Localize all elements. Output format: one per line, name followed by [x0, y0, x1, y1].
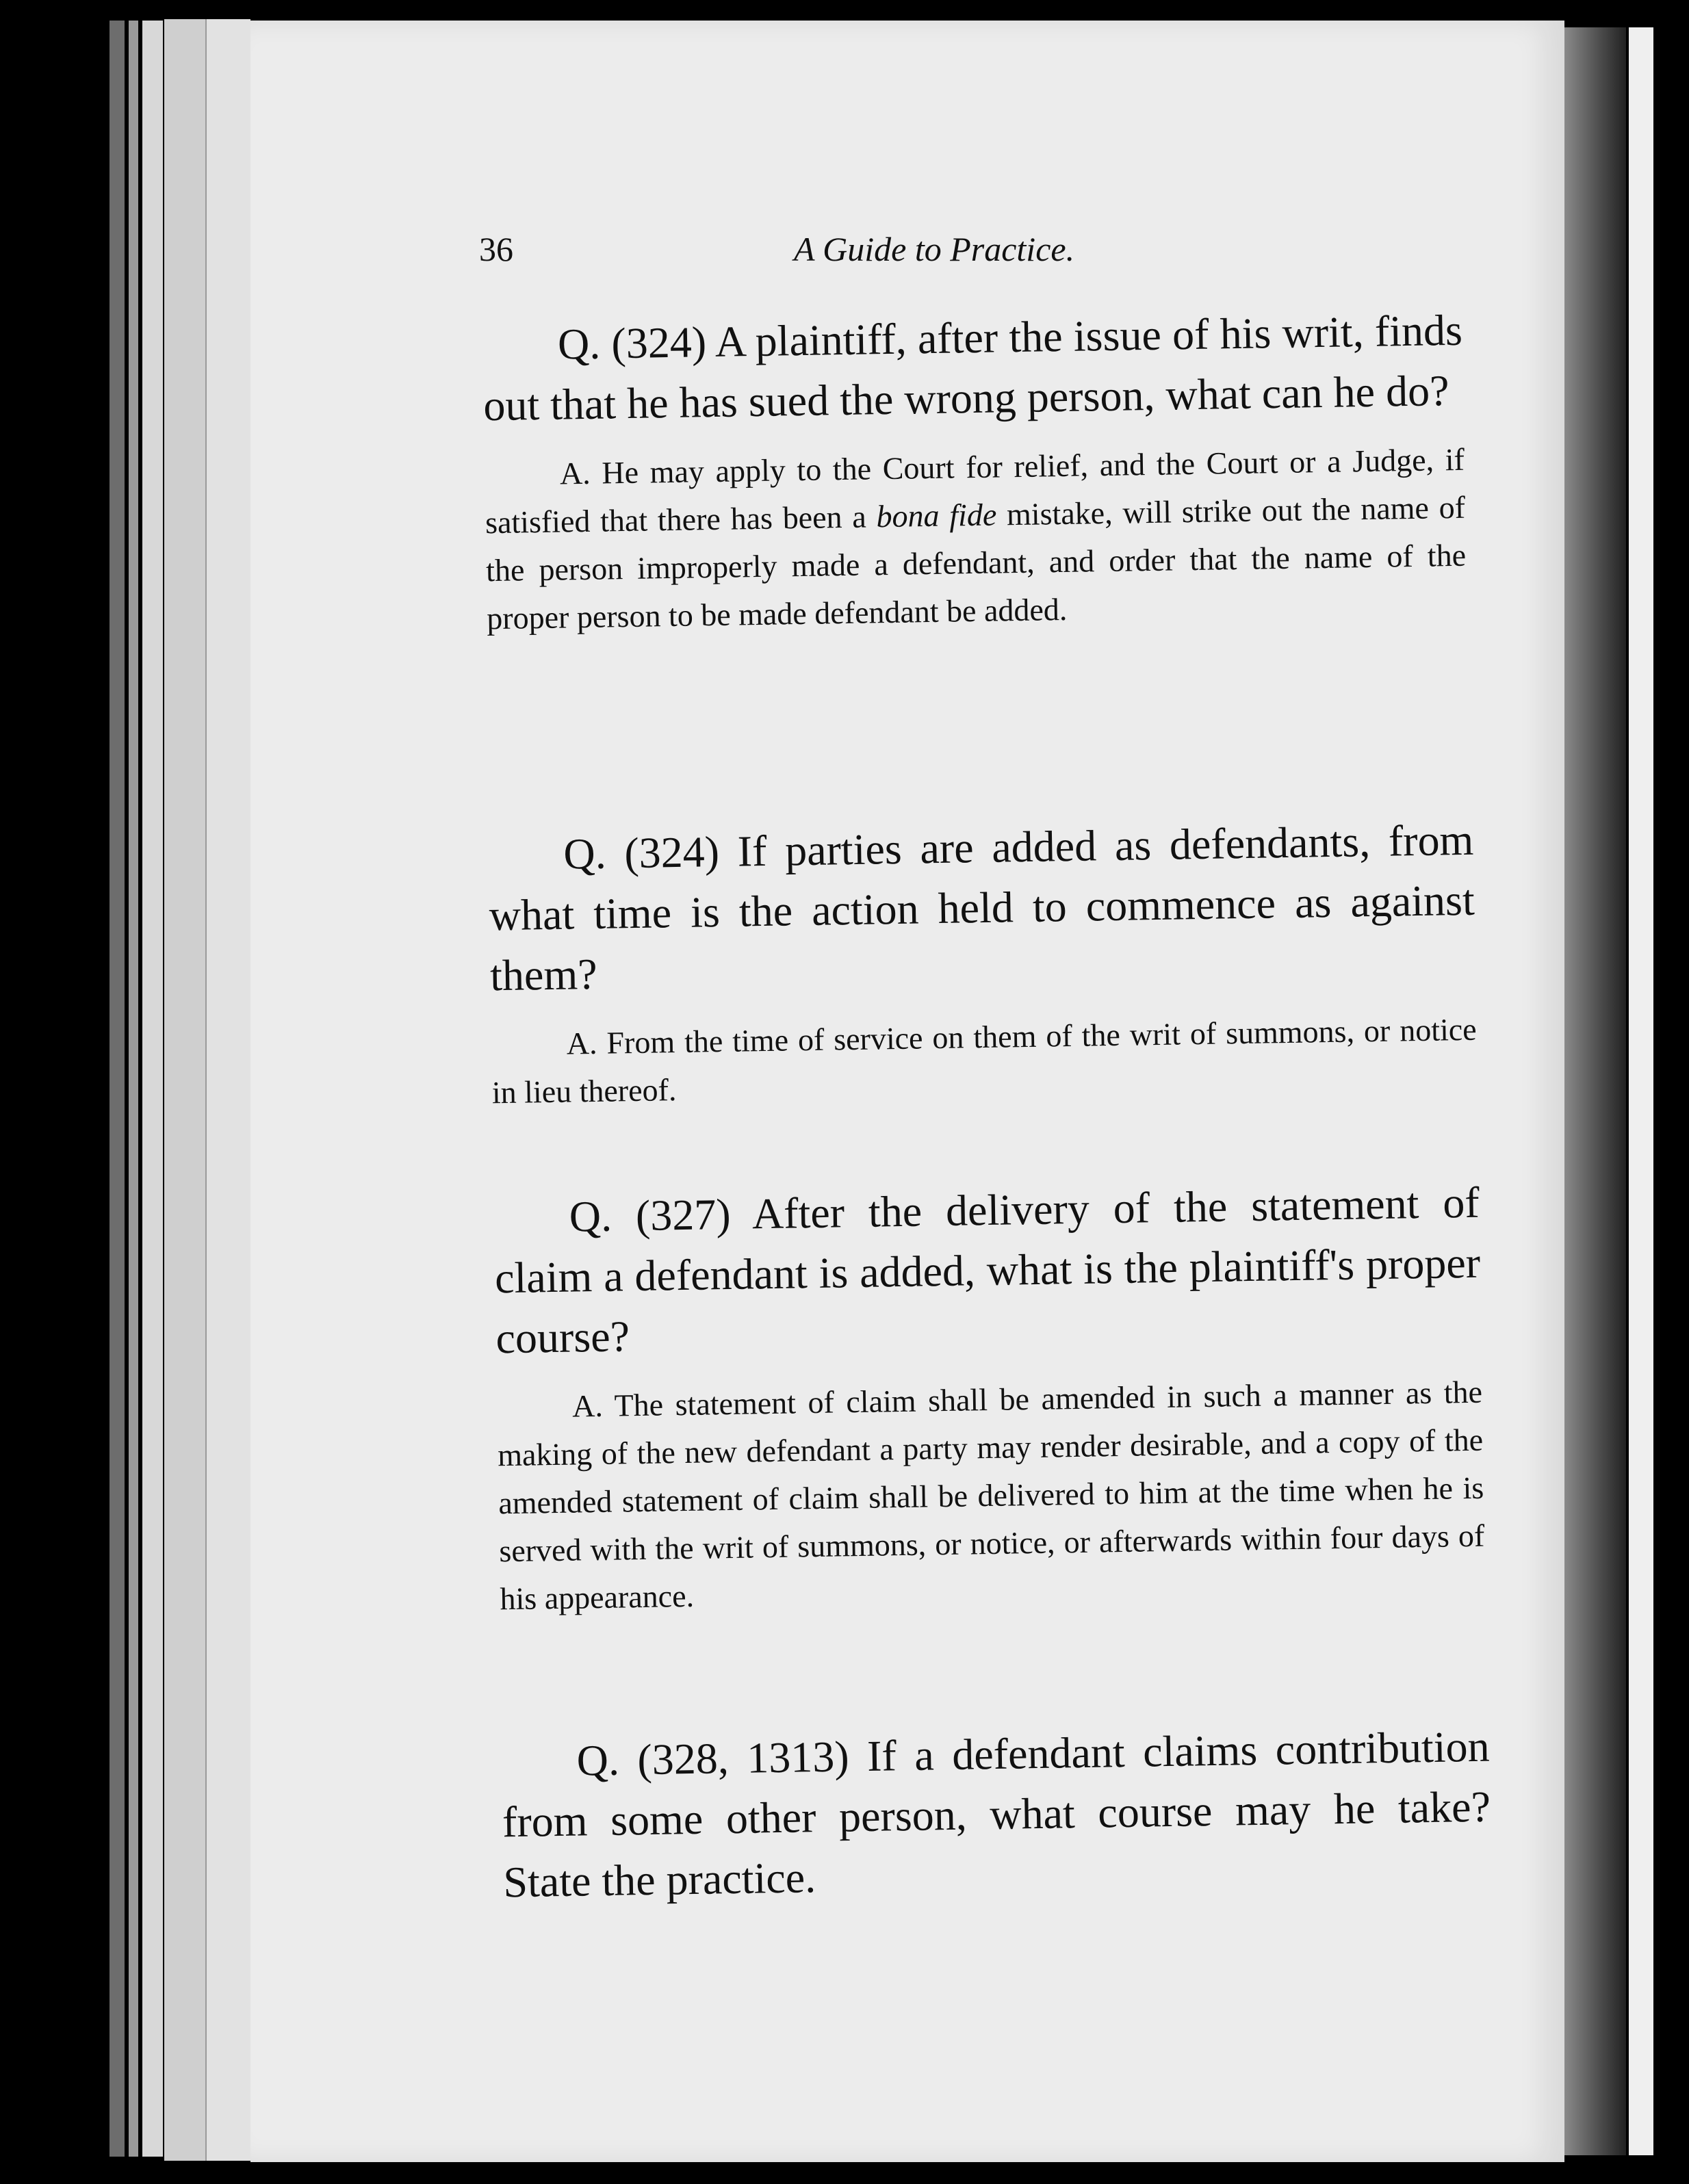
qa-entry-4	[501, 1717, 1492, 1913]
page-edges-inner	[205, 19, 250, 2161]
book-spine-mid	[129, 21, 138, 2157]
question-text: Q. (328, 1313) If a defendant claims contribution from some other person, what course may he take? State the practice.	[502, 1721, 1491, 1907]
answer-text-part: mistake, will strike out the name of the person improperly made a defendant, and order that the name of the proper person to be made defendant be added.	[485, 489, 1467, 636]
question-text: Q. (324) A plaintiff, after the issue of his writ, finds out that he has sued the wrong person, what can he do?	[482, 305, 1463, 430]
question-text: Q. (324) If parties are added as defendants, from what time is the action held to commence as against them?	[489, 815, 1475, 1000]
question-text: Q. (327) After the delivery of the statement of claim a defendant is added, what is the plaintiff's proper course?	[494, 1178, 1481, 1363]
answer-text	[484, 436, 1467, 642]
answer-text: A. The statement of claim shall be amended in such a manner as the making of the new defendant a party may render desirable, and a copy of the amended statement of claim shall be delivered to him at the time when he is served with the writ of summons, or notice, or afterwards within four days of his appearance.	[497, 1374, 1485, 1617]
answer-italic-term: bona fide	[876, 497, 997, 534]
answer-text-part: A. He may apply to the Court for relief, and the Court or a Judge, if satisfied that there has been a	[485, 441, 1465, 541]
page-gutter-shadow	[1564, 27, 1626, 2155]
book-spine-light	[142, 21, 163, 2157]
book-spine-dark	[109, 21, 125, 2157]
running-head: A Guide to Practice.	[794, 230, 1075, 268]
facing-page-edge	[1629, 27, 1653, 2155]
answer-text: A. From the time of service on them of the writ of summons, or notice in lieu thereof.	[491, 1011, 1478, 1110]
page-header	[479, 229, 1218, 277]
qa-entry-2	[488, 810, 1478, 1117]
page-number: 36	[479, 230, 513, 268]
qa-entry-3	[493, 1173, 1486, 1624]
qa-entry-1	[482, 300, 1467, 642]
